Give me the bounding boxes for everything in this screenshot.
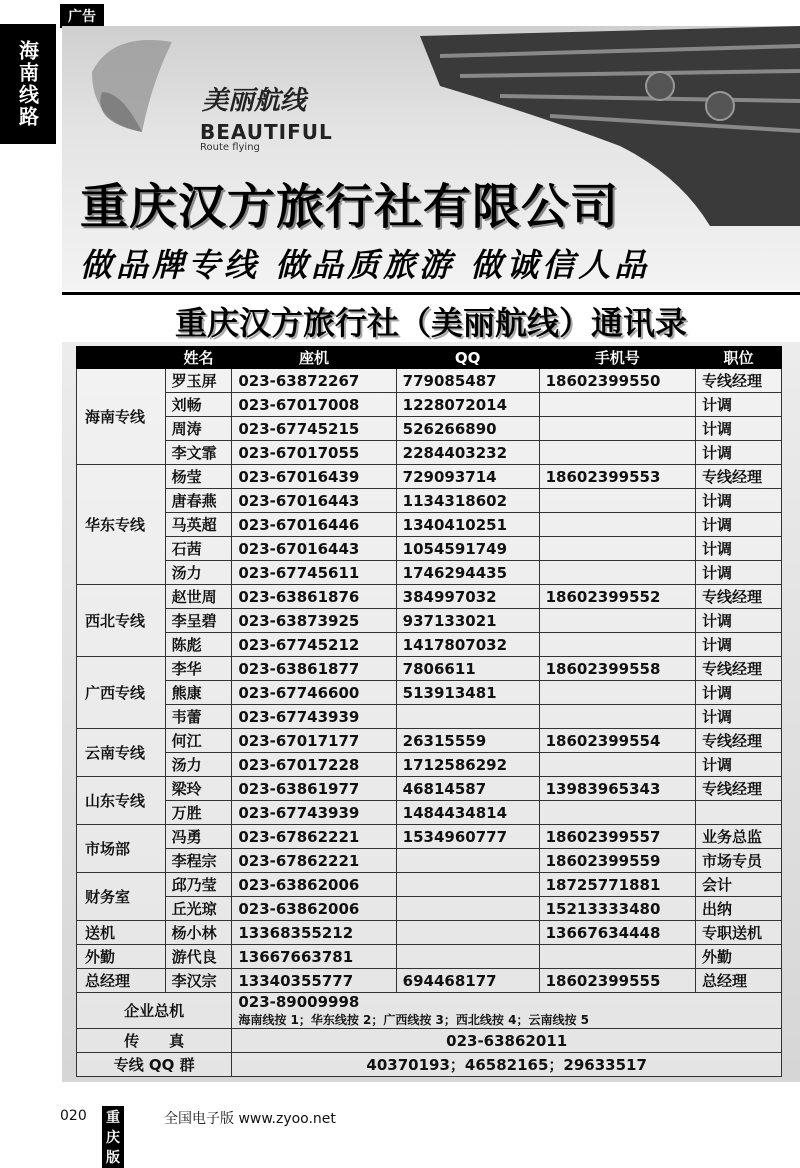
table-cell <box>539 513 695 537</box>
table-cell: 18725771881 <box>539 873 695 897</box>
table-cell <box>539 561 695 585</box>
table-cell: 计调 <box>695 537 781 561</box>
table-cell: 46814587 <box>396 777 539 801</box>
table-cell: 计调 <box>695 393 781 417</box>
table-cell: 汤力 <box>165 753 232 777</box>
table-cell <box>539 489 695 513</box>
table-cell: 023-67862221 <box>232 849 396 873</box>
table-cell: 计调 <box>695 609 781 633</box>
table-row <box>77 777 782 801</box>
table-cell: 李呈碧 <box>165 609 232 633</box>
table-cell <box>539 753 695 777</box>
table-row <box>77 897 782 921</box>
table-cell <box>539 705 695 729</box>
table-cell: 万胜 <box>165 801 232 825</box>
column-header <box>77 347 166 369</box>
table-cell: 023-67016446 <box>232 513 396 537</box>
banner <box>62 26 800 290</box>
table-cell: 1054591749 <box>396 537 539 561</box>
table-cell <box>539 393 695 417</box>
table-cell: 023-67745611 <box>232 561 396 585</box>
table-cell: 729093714 <box>396 465 539 489</box>
group-label: 外勤 <box>77 945 166 969</box>
divider <box>62 292 800 295</box>
brand-logo-en: BEAUTIFUL <box>200 120 333 144</box>
table-cell: 023-63872267 <box>232 369 396 393</box>
table-row <box>77 921 782 945</box>
table-cell: 13368355212 <box>232 921 396 945</box>
group-label: 市场部 <box>77 825 166 873</box>
column-header: 座机 <box>232 347 396 369</box>
table-cell: 李汉宗 <box>165 969 232 993</box>
edition-url: 全国电子版 www.zyoo.net <box>164 1111 336 1127</box>
table-cell: 计调 <box>695 705 781 729</box>
switchboard-note: 海南线按 1；华东线按 2；广西线按 3；西北线按 4；云南线按 5 <box>238 1013 589 1027</box>
table-cell: 计调 <box>695 417 781 441</box>
table-row <box>77 393 782 417</box>
table-row <box>77 513 782 537</box>
qq-group-row <box>77 1053 782 1077</box>
table-cell: 694468177 <box>396 969 539 993</box>
table-cell: 526266890 <box>396 417 539 441</box>
table-cell: 杨小林 <box>165 921 232 945</box>
table-cell: 何江 <box>165 729 232 753</box>
table-cell: 779085487 <box>396 369 539 393</box>
table-cell: 出纳 <box>695 897 781 921</box>
table-cell: 023-63862006 <box>232 873 396 897</box>
table-row <box>77 945 782 969</box>
table-row <box>77 441 782 465</box>
table-cell: 023-67745215 <box>232 417 396 441</box>
slogan: 做品牌专线 做品质旅游 做诚信人品 <box>80 246 651 284</box>
column-header: QQ <box>396 347 539 369</box>
table-cell: 陈彪 <box>165 633 232 657</box>
qq-group-numbers: 40370193；46582165；29633517 <box>232 1053 782 1077</box>
table-row <box>77 657 782 681</box>
table-cell: 计调 <box>695 753 781 777</box>
table-cell: 1484434814 <box>396 801 539 825</box>
fax-label: 传 真 <box>77 1029 232 1053</box>
table-cell: 18602399553 <box>539 465 695 489</box>
table-cell: 邱乃莹 <box>165 873 232 897</box>
table-row <box>77 585 782 609</box>
table-cell: 18602399554 <box>539 729 695 753</box>
table-cell: 李华 <box>165 657 232 681</box>
table-cell: 赵世周 <box>165 585 232 609</box>
table-row <box>77 489 782 513</box>
table-cell: 13983965343 <box>539 777 695 801</box>
switchboard-label: 企业总机 <box>77 993 232 1029</box>
group-label: 海南专线 <box>77 369 166 465</box>
table-row <box>77 609 782 633</box>
table-cell: 唐春燕 <box>165 489 232 513</box>
table-row <box>77 633 782 657</box>
table-cell: 023-67746600 <box>232 681 396 705</box>
table-cell: 专职送机 <box>695 921 781 945</box>
table-row <box>77 849 782 873</box>
table-cell: 023-63861876 <box>232 585 396 609</box>
table-row <box>77 417 782 441</box>
table-cell <box>539 801 695 825</box>
group-label: 广西专线 <box>77 657 166 729</box>
edition-badge: 重庆版 <box>102 1106 124 1168</box>
table-cell: 刘畅 <box>165 393 232 417</box>
butterfly-logo-icon <box>82 32 202 142</box>
table-cell: 1228072014 <box>396 393 539 417</box>
group-label: 山东专线 <box>77 777 166 825</box>
table-row <box>77 537 782 561</box>
table-cell: 梁玲 <box>165 777 232 801</box>
table-row <box>77 369 782 393</box>
ad-label: 广告 <box>60 4 104 28</box>
table-row <box>77 801 782 825</box>
table-cell: 杨莹 <box>165 465 232 489</box>
table-cell: 李程宗 <box>165 849 232 873</box>
section-tab: 海南线路 <box>0 24 56 144</box>
table-cell: 马英超 <box>165 513 232 537</box>
column-header: 手机号 <box>539 347 695 369</box>
table-cell: 李文霏 <box>165 441 232 465</box>
table-cell: 023-67743939 <box>232 801 396 825</box>
group-label: 财务室 <box>77 873 166 921</box>
table-cell: 1134318602 <box>396 489 539 513</box>
table-row <box>77 465 782 489</box>
table-row <box>77 561 782 585</box>
table-cell: 023-67017055 <box>232 441 396 465</box>
table-cell: 总经理 <box>695 969 781 993</box>
switchboard-number: 023-89009998 <box>238 993 360 1011</box>
table-row <box>77 873 782 897</box>
table-cell: 18602399557 <box>539 825 695 849</box>
qq-group-label: 专线 QQ 群 <box>77 1053 232 1077</box>
table-cell <box>539 633 695 657</box>
table-cell: 丘光琼 <box>165 897 232 921</box>
table-cell: 计调 <box>695 489 781 513</box>
table-cell: 汤力 <box>165 561 232 585</box>
table-cell: 周涛 <box>165 417 232 441</box>
table-cell: 023-67016443 <box>232 489 396 513</box>
table-cell: 业务总监 <box>695 825 781 849</box>
table-cell <box>539 417 695 441</box>
directory-title: 重庆汉方旅行社（美丽航线）通讯录 <box>174 304 687 342</box>
table-cell <box>695 801 781 825</box>
table-cell: 计调 <box>695 561 781 585</box>
table-cell: 26315559 <box>396 729 539 753</box>
table-cell: 计调 <box>695 441 781 465</box>
table-cell: 韦蕾 <box>165 705 232 729</box>
table-cell: 专线经理 <box>695 777 781 801</box>
column-header: 姓名 <box>165 347 232 369</box>
table-cell: 18602399550 <box>539 369 695 393</box>
contact-table <box>76 346 782 1077</box>
table-cell: 13340355777 <box>232 969 396 993</box>
table-cell: 513913481 <box>396 681 539 705</box>
table-cell: 专线经理 <box>695 585 781 609</box>
table-row <box>77 825 782 849</box>
table-cell: 专线经理 <box>695 465 781 489</box>
table-cell: 023-63861877 <box>232 657 396 681</box>
table-cell: 计调 <box>695 633 781 657</box>
table-cell: 023-63862006 <box>232 897 396 921</box>
table-cell <box>539 441 695 465</box>
table-cell: 专线经理 <box>695 657 781 681</box>
table-cell <box>539 945 695 969</box>
table-row <box>77 969 782 993</box>
table-cell: 023-63873925 <box>232 609 396 633</box>
table-cell: 1534960777 <box>396 825 539 849</box>
table-cell: 1712586292 <box>396 753 539 777</box>
table-cell: 会计 <box>695 873 781 897</box>
table-cell <box>396 873 539 897</box>
table-cell: 计调 <box>695 681 781 705</box>
company-name: 重庆汉方旅行社有限公司 <box>80 179 620 235</box>
table-cell: 7806611 <box>396 657 539 681</box>
table-cell: 18602399558 <box>539 657 695 681</box>
table-cell <box>396 945 539 969</box>
table-cell: 罗玉屏 <box>165 369 232 393</box>
table-cell: 023-67016443 <box>232 537 396 561</box>
table-cell <box>396 921 539 945</box>
group-label: 云南专线 <box>77 729 166 777</box>
table-cell: 023-63861977 <box>232 777 396 801</box>
table-cell: 023-67016439 <box>232 465 396 489</box>
table-cell: 18602399555 <box>539 969 695 993</box>
table-cell: 937133021 <box>396 609 539 633</box>
table-cell <box>539 609 695 633</box>
table-cell: 13667663781 <box>232 945 396 969</box>
table-cell: 熊康 <box>165 681 232 705</box>
group-label: 西北专线 <box>77 585 166 657</box>
table-cell: 023-67017228 <box>232 753 396 777</box>
table-cell: 冯勇 <box>165 825 232 849</box>
table-row <box>77 729 782 753</box>
table-cell: 384997032 <box>396 585 539 609</box>
table-cell: 专线经理 <box>695 729 781 753</box>
directory-panel <box>62 342 800 1082</box>
table-cell: 计调 <box>695 513 781 537</box>
brand-logo-cn: 美丽航线 <box>202 86 307 116</box>
table-cell <box>539 537 695 561</box>
table-cell: 外勤 <box>695 945 781 969</box>
table-row <box>77 753 782 777</box>
table-cell: 1340410251 <box>396 513 539 537</box>
table-cell <box>396 897 539 921</box>
table-cell: 1417807032 <box>396 633 539 657</box>
page-number: 020 <box>60 1108 87 1124</box>
table-cell: 2284403232 <box>396 441 539 465</box>
table-cell <box>539 681 695 705</box>
fax-number: 023-63862011 <box>232 1029 782 1053</box>
table-row <box>77 705 782 729</box>
group-label: 送机 <box>77 921 166 945</box>
table-cell: 023-67862221 <box>232 825 396 849</box>
table-cell: 023-67745212 <box>232 633 396 657</box>
table-cell: 游代良 <box>165 945 232 969</box>
column-header: 职位 <box>695 347 781 369</box>
brand-logo-sub: Route flying <box>200 142 260 153</box>
group-label: 华东专线 <box>77 465 166 585</box>
table-cell <box>396 705 539 729</box>
switchboard-cell <box>232 993 782 1029</box>
table-row <box>77 681 782 705</box>
group-label: 总经理 <box>77 969 166 993</box>
switchboard-row <box>77 993 782 1029</box>
table-cell: 专线经理 <box>695 369 781 393</box>
table-cell: 15213333480 <box>539 897 695 921</box>
fax-row <box>77 1029 782 1053</box>
table-cell <box>396 849 539 873</box>
table-cell: 18602399552 <box>539 585 695 609</box>
table-cell: 13667634448 <box>539 921 695 945</box>
table-cell: 18602399559 <box>539 849 695 873</box>
table-cell: 023-67017008 <box>232 393 396 417</box>
table-cell: 1746294435 <box>396 561 539 585</box>
table-cell: 石茜 <box>165 537 232 561</box>
table-cell: 023-67017177 <box>232 729 396 753</box>
table-cell: 023-67743939 <box>232 705 396 729</box>
table-cell: 市场专员 <box>695 849 781 873</box>
